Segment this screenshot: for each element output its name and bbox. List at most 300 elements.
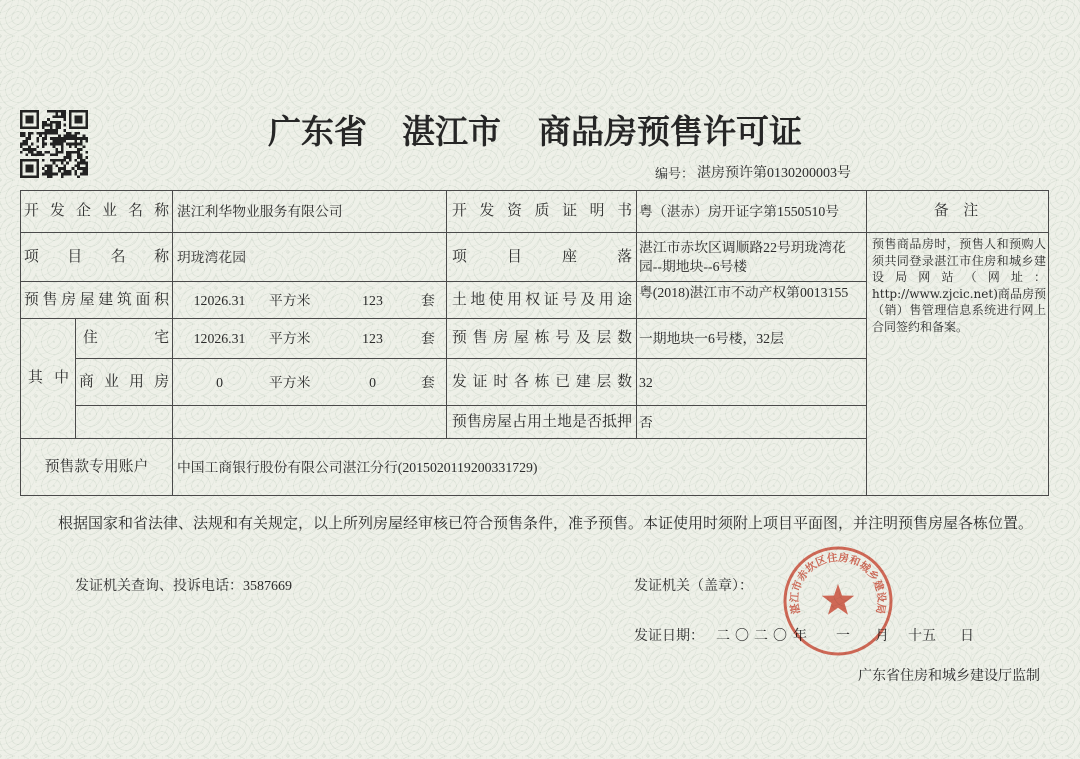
qr-module <box>85 126 88 129</box>
residential-area-unit: 平方米 <box>269 331 311 346</box>
qr-module <box>58 134 61 137</box>
qr-module <box>34 126 37 129</box>
qr-module <box>80 115 83 118</box>
qr-module <box>36 175 39 178</box>
qr-module <box>20 134 23 137</box>
qr-module <box>50 167 53 170</box>
qr-module <box>28 134 31 137</box>
residential-label: 住宅 <box>76 319 173 359</box>
qr-module <box>64 113 67 116</box>
qr-module <box>36 137 39 140</box>
qr-module <box>58 124 61 127</box>
issue-date-year-unit: 年 <box>793 629 807 644</box>
qr-module <box>55 132 58 135</box>
qr-module <box>50 164 53 167</box>
qr-module <box>66 162 69 165</box>
qr-module <box>44 170 47 173</box>
qr-module <box>53 162 56 165</box>
qr-module <box>69 113 72 116</box>
commercial-cell <box>173 359 447 406</box>
qr-module <box>58 140 61 143</box>
qr-module <box>61 151 64 154</box>
qr-module <box>80 121 83 124</box>
qr-module <box>53 154 56 157</box>
qr-module <box>55 129 58 132</box>
qr-module <box>74 151 77 154</box>
qr-module <box>39 154 42 157</box>
qr-module <box>34 110 37 113</box>
qr-module <box>36 115 39 118</box>
qr-module <box>80 143 83 146</box>
qr-module <box>36 132 39 135</box>
qr-module <box>74 132 77 135</box>
qr-module <box>31 154 34 157</box>
qr-module <box>69 134 72 137</box>
qr-module <box>80 126 83 129</box>
qr-module <box>25 143 28 146</box>
qr-module <box>66 143 69 146</box>
qr-module <box>36 151 39 154</box>
qr-module <box>83 110 86 113</box>
qr-module <box>58 159 61 162</box>
qr-module <box>47 124 50 127</box>
qr-module <box>50 154 53 157</box>
qr-module <box>83 167 86 170</box>
qr-module <box>42 121 45 124</box>
qr-module <box>42 137 45 140</box>
qr-module <box>69 137 72 140</box>
qr-module <box>34 175 37 178</box>
qr-module <box>85 110 88 113</box>
qr-module <box>64 167 67 170</box>
qr-module <box>69 159 72 162</box>
qr-module <box>47 110 50 113</box>
qr-module <box>47 129 50 132</box>
qr-module <box>61 148 64 151</box>
commercial-units-value: 0 <box>369 374 376 390</box>
qr-module <box>31 167 34 170</box>
qr-module <box>72 137 75 140</box>
qr-module <box>77 156 80 159</box>
qr-module <box>25 164 28 167</box>
qr-module <box>42 154 45 157</box>
qr-module <box>39 134 42 137</box>
qr-module <box>53 173 56 176</box>
qr-module <box>85 124 88 127</box>
land-mortgaged-label: 预售房屋占用土地是否抵押 <box>447 406 637 439</box>
presale-area-value: 12026.31 <box>193 292 246 308</box>
building-floors-label: 预售房屋栋号及层数 <box>447 319 637 359</box>
land-mortgaged-value: 否 <box>637 406 867 439</box>
qr-module <box>61 110 64 113</box>
qr-module <box>66 137 69 140</box>
qr-module <box>20 164 23 167</box>
qr-module <box>80 140 83 143</box>
qr-module <box>50 129 53 132</box>
qr-module <box>77 143 80 146</box>
built-floors-label: 发证时各栋已建层数 <box>447 359 637 406</box>
empty-cell <box>173 406 447 439</box>
qr-module <box>66 151 69 154</box>
qr-module <box>77 167 80 170</box>
building-floors-value: 一期地块一6号楼，32层 <box>637 319 867 359</box>
qr-module <box>44 164 47 167</box>
qr-module <box>20 113 23 116</box>
qr-module <box>85 167 88 170</box>
presale-area-unit: 平方米 <box>269 292 311 308</box>
qr-module <box>64 115 67 118</box>
qr-module <box>31 110 34 113</box>
qr-module <box>85 151 88 154</box>
qr-module <box>42 143 45 146</box>
qr-module <box>25 137 28 140</box>
qr-module <box>36 170 39 173</box>
qr-module <box>77 126 80 129</box>
qr-module <box>80 173 83 176</box>
qr-module <box>53 129 56 132</box>
qr-module <box>58 170 61 173</box>
qr-module <box>44 121 47 124</box>
qr-module <box>77 175 80 178</box>
developer-value: 湛江利华物业服务有限公司 <box>173 191 447 233</box>
qr-module <box>74 110 77 113</box>
seal-text: 湛江市赤坎区住房和城乡建设局 <box>788 551 888 615</box>
qr-module <box>42 140 45 143</box>
qr-module <box>53 143 56 146</box>
qr-module <box>69 173 72 176</box>
issue-date-month: 一 <box>836 629 850 644</box>
qr-module <box>44 134 47 137</box>
qr-module <box>66 173 69 176</box>
qr-module <box>58 126 61 129</box>
qr-module <box>20 121 23 124</box>
qr-module <box>55 137 58 140</box>
issue-date-label: 发证日期： <box>634 629 704 644</box>
qr-module <box>20 167 23 170</box>
qr-module <box>34 148 37 151</box>
qr-module <box>25 167 28 170</box>
qr-module <box>31 151 34 154</box>
qr-module <box>28 175 31 178</box>
qr-module <box>36 118 39 121</box>
qr-module <box>20 170 23 173</box>
title-province: 广东省 <box>268 112 367 151</box>
qr-module <box>23 110 26 113</box>
qr-module <box>74 137 77 140</box>
qr-module <box>69 121 72 124</box>
qr-module <box>31 159 34 162</box>
qr-module <box>42 132 45 135</box>
qr-module <box>31 126 34 129</box>
qr-module <box>20 162 23 165</box>
qr-module <box>55 113 58 116</box>
qr-module <box>74 140 77 143</box>
qr-module <box>74 134 77 137</box>
qr-module <box>31 148 34 151</box>
qr-module <box>28 121 31 124</box>
qr-module <box>64 164 67 167</box>
qr-module <box>47 164 50 167</box>
qr-module <box>77 148 80 151</box>
qr-module <box>28 148 31 151</box>
qr-module <box>64 173 67 176</box>
star-icon <box>822 584 854 615</box>
qualification-value: 粤（湛赤）房开证字第1550510号 <box>637 191 867 233</box>
qr-module <box>55 140 58 143</box>
complaint-hotline <box>75 578 292 596</box>
qr-module <box>25 148 28 151</box>
qr-module <box>39 132 42 135</box>
qr-module <box>28 137 31 140</box>
qr-module <box>69 151 72 154</box>
qr-module <box>77 162 80 165</box>
qr-module <box>50 110 53 113</box>
issue-date-year: 二〇二〇 <box>716 629 792 644</box>
presale-area-cell <box>173 282 447 319</box>
qr-module <box>44 143 47 146</box>
qr-module <box>50 132 53 135</box>
qr-module <box>64 140 67 143</box>
qr-module <box>85 118 88 121</box>
qr-module <box>69 143 72 146</box>
qr-module <box>61 143 64 146</box>
qr-module <box>74 159 77 162</box>
qr-module <box>77 151 80 154</box>
qr-module <box>23 134 26 137</box>
qr-module <box>42 124 45 127</box>
qr-module <box>74 121 77 124</box>
qr-module <box>36 154 39 157</box>
qr-module <box>69 118 72 121</box>
qr-module <box>53 137 56 140</box>
qr-module <box>64 124 67 127</box>
qr-module <box>31 115 34 118</box>
qr-module <box>83 170 86 173</box>
permit-number-value: 湛房预许第0130200003号 <box>697 166 851 181</box>
qr-module <box>80 167 83 170</box>
location-value: 湛江市赤坎区调顺路22号玥珑湾花园--期地块--6号楼 <box>637 233 867 282</box>
qr-module <box>66 132 69 135</box>
qr-module <box>74 115 77 118</box>
official-seal <box>780 541 896 661</box>
qr-module <box>64 129 67 132</box>
qr-module <box>61 137 64 140</box>
qr-module <box>83 145 86 148</box>
qr-module <box>72 151 75 154</box>
qr-module <box>80 137 83 140</box>
qr-module <box>64 137 67 140</box>
escrow-account-value: 中国工商银行股份有限公司湛江分行(2015020119200331729) <box>173 439 867 496</box>
qr-module <box>34 154 37 157</box>
qr-module <box>44 124 47 127</box>
qr-module <box>77 110 80 113</box>
qr-module <box>36 113 39 116</box>
qr-module <box>66 134 69 137</box>
qr-module <box>58 110 61 113</box>
qr-module <box>47 118 50 121</box>
qr-module <box>74 164 77 167</box>
qr-module <box>20 145 23 148</box>
qr-module <box>28 126 31 129</box>
qr-module <box>53 132 56 135</box>
table-row <box>21 233 1049 282</box>
qr-module <box>42 145 45 148</box>
qr-module <box>58 143 61 146</box>
qr-module <box>77 121 80 124</box>
qr-module <box>53 140 56 143</box>
qr-module <box>64 170 67 173</box>
qr-module <box>69 170 72 173</box>
qr-module <box>55 173 58 176</box>
qr-module <box>23 132 26 135</box>
qr-module <box>36 110 39 113</box>
hotline-number: 3587669 <box>243 579 292 594</box>
qr-module <box>50 121 53 124</box>
escrow-account-label: 预售款专用账户 <box>21 439 173 496</box>
qr-module <box>25 140 28 143</box>
qr-module <box>28 132 31 135</box>
qr-module <box>50 137 53 140</box>
of-which-label: 其中 <box>21 319 76 439</box>
qr-module <box>42 126 45 129</box>
qr-module <box>20 115 23 118</box>
qr-module <box>28 167 31 170</box>
issue-date-day: 十五 <box>908 629 936 644</box>
qr-module <box>36 162 39 165</box>
qr-module <box>47 132 50 135</box>
qr-module <box>85 137 88 140</box>
issue-date-month-unit: 月 <box>875 629 889 644</box>
qr-module <box>25 126 28 129</box>
presale-units-unit: 套 <box>421 292 435 308</box>
qr-module <box>20 143 23 146</box>
qr-module <box>80 110 83 113</box>
qr-module <box>80 162 83 165</box>
qr-module <box>77 137 80 140</box>
qr-module <box>77 132 80 135</box>
qr-module <box>69 115 72 118</box>
qr-module <box>69 110 72 113</box>
qr-module <box>31 164 34 167</box>
presale-area-quantity <box>173 291 446 310</box>
qr-module <box>72 110 75 113</box>
qr-module <box>69 154 72 157</box>
empty-cell <box>76 406 173 439</box>
commercial-quantity <box>173 373 446 392</box>
qr-module <box>25 121 28 124</box>
qr-module <box>55 126 58 129</box>
qr-module <box>23 140 26 143</box>
qr-module <box>47 151 50 154</box>
residential-cell <box>173 319 447 359</box>
qr-module <box>55 159 58 162</box>
qr-module <box>61 145 64 148</box>
qr-module <box>61 162 64 165</box>
qr-module <box>36 124 39 127</box>
table-row <box>21 191 1049 233</box>
qr-module <box>23 159 26 162</box>
qr-module <box>25 159 28 162</box>
qr-module <box>64 110 67 113</box>
qr-module <box>69 156 72 159</box>
qr-module <box>66 170 69 173</box>
qr-module <box>50 143 53 146</box>
qr-module <box>83 162 86 165</box>
qr-module <box>31 132 34 135</box>
qr-module <box>20 159 23 162</box>
residential-quantity <box>173 329 446 348</box>
qr-module <box>36 173 39 176</box>
qr-module <box>23 143 26 146</box>
qr-module <box>39 151 42 154</box>
qr-module <box>55 124 58 127</box>
qr-module <box>20 110 23 113</box>
issuing-authority-label: 发证机关（盖章）： <box>634 579 753 594</box>
qr-module <box>58 137 61 140</box>
project-name-value: 玥珑湾花园 <box>173 233 447 282</box>
qr-module <box>55 154 58 157</box>
qr-module <box>53 145 56 148</box>
commercial-area-unit: 平方米 <box>269 374 311 390</box>
title-city: 湛江市 <box>402 112 501 151</box>
qr-module <box>25 154 28 157</box>
qr-module <box>25 175 28 178</box>
qr-module <box>31 143 34 146</box>
qr-module <box>20 175 23 178</box>
qr-module <box>31 121 34 124</box>
qr-module <box>55 143 58 146</box>
qr-module <box>64 118 67 121</box>
qr-module <box>25 118 28 121</box>
qr-module <box>53 159 56 162</box>
qr-module <box>85 115 88 118</box>
qr-module <box>74 170 77 173</box>
qr-module <box>20 126 23 129</box>
presale-units-value: 123 <box>362 292 383 308</box>
qr-module <box>69 145 72 148</box>
qr-module <box>20 132 23 135</box>
qr-module <box>53 110 56 113</box>
qr-module <box>85 164 88 167</box>
qr-module <box>53 115 56 118</box>
qr-module <box>36 159 39 162</box>
qr-module <box>83 159 86 162</box>
qr-module <box>31 118 34 121</box>
qr-module <box>58 121 61 124</box>
supervisor-note: 广东省住房和城乡建设厅监制 <box>858 669 1040 684</box>
qr-module <box>85 156 88 159</box>
qr-module <box>50 126 53 129</box>
qr-module <box>34 159 37 162</box>
qr-module <box>36 121 39 124</box>
qr-module <box>31 170 34 173</box>
qr-module <box>77 164 80 167</box>
remarks-text: 预售商品房时，预售人和预购人须共同登录湛江市住房和城乡建设局网站（网址：http://www.zjcic.net)商品房预（销）售管理信息系统进行网上合同签约和备案。 <box>867 233 1049 496</box>
qr-module <box>72 134 75 137</box>
residential-units-unit: 套 <box>421 331 435 346</box>
qr-module <box>42 159 45 162</box>
qr-module <box>28 170 31 173</box>
qr-module <box>50 159 53 162</box>
qr-module <box>50 170 53 173</box>
qr-module <box>28 164 31 167</box>
residential-area-value: 12026.31 <box>193 331 246 346</box>
qr-module <box>20 118 23 121</box>
qr-module <box>42 173 45 176</box>
qr-module <box>28 115 31 118</box>
project-name-label: 项目名称 <box>21 233 173 282</box>
qr-module <box>36 126 39 129</box>
